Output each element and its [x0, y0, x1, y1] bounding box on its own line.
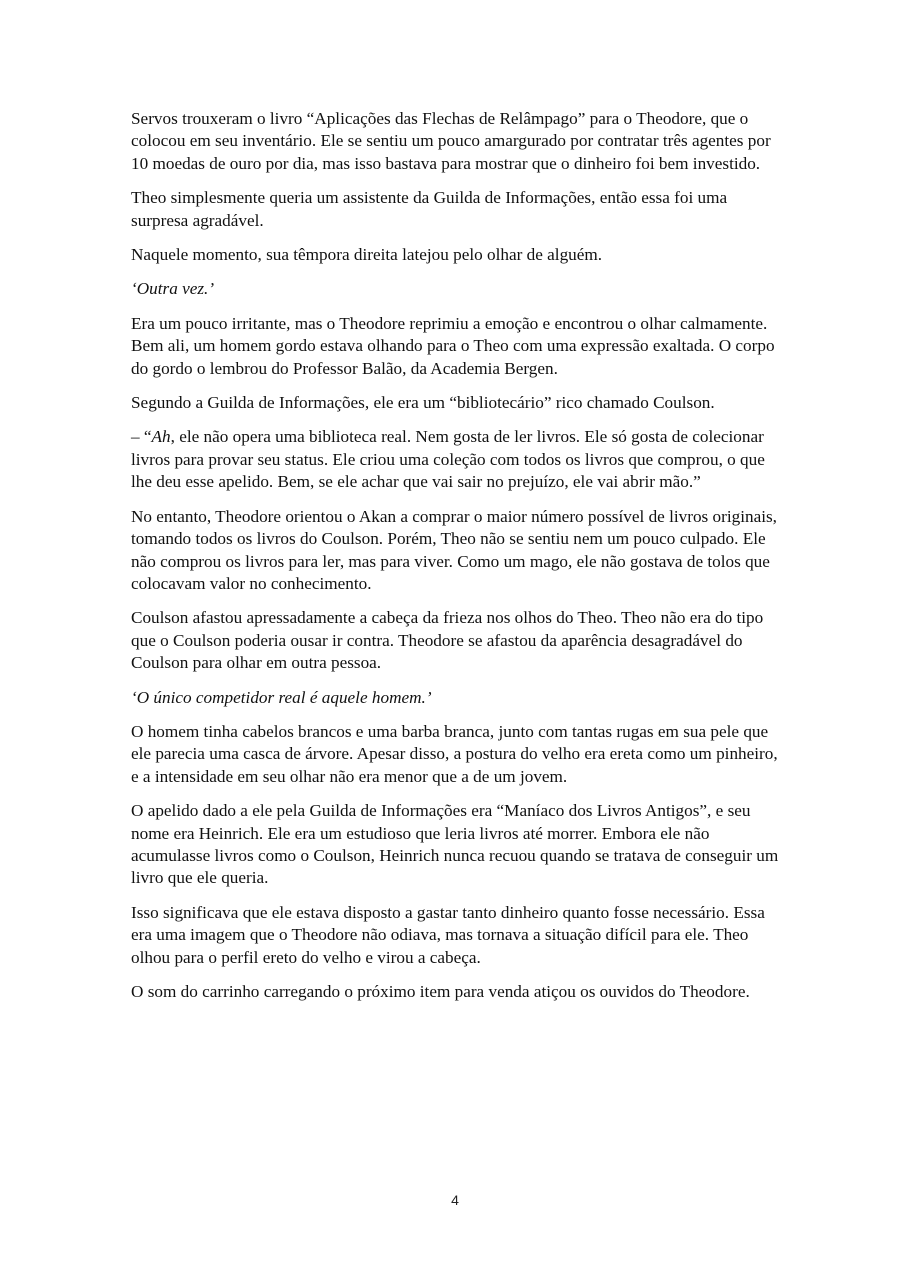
paragraph-14: O som do carrinho carregando o próximo item para venda atiçou os ouvidos do Theodore. — [131, 982, 750, 1001]
page-body — [131, 108, 781, 1015]
paragraph-11: O homem tinha cabelos brancos e uma barba branca, junto com tantas rugas em sua pele que ele parecia uma casca de árvore. Apesar disso, a postura do velho era ereta como um pinheiro, e a intensidade em seu olhar não era menor que a de um jovem. — [131, 721, 778, 786]
dialogue-rest: , ele não opera uma biblioteca real. Nem gosta de ler livros. Ele só gosta de colecionar livros para provar seu status. Ele criou uma coleção com todos os livros que comprou, o que lhe deu esse apelido. Bem, se ele achar que vai sair no prejuízo, ele vai abrir mão.” — [131, 427, 765, 492]
paragraph-4-thought: ‘Outra vez.’ — [131, 279, 215, 299]
paragraph-9: Coulson afastou apressadamente a cabeça da frieza nos olhos do Theo. Theo não era do tipo que o Coulson poderia ousar ir contra. Theodore se afastou da aparência desagradável do Coulson para olhar em outra pessoa. — [131, 608, 764, 673]
page-number: 4 — [451, 1192, 459, 1208]
paragraph-3: Naquele momento, sua têmpora direita latejou pelo olhar de alguém. — [131, 245, 603, 265]
dialogue-emphasis: Ah — [151, 427, 171, 447]
paragraph-1: Servos trouxeram o livro “Aplicações das Flechas de Relâmpago” para o Theodore, que o colocou em seu inventário. Ele se sentiu um pouco amargurado por contratar três agentes por 10 moedas de ouro por dia, mas isso bastava para mostrar que o dinheiro foi bem investido. — [131, 109, 771, 173]
paragraph-10-thought: ‘O único competidor real é aquele homem.’ — [131, 687, 432, 707]
paragraph-2: Theo simplesmente queria um assistente da Guilda de Informações, então essa foi uma surpresa agradável. — [131, 188, 728, 230]
paragraph-12: O apelido dado a ele pela Guilda de Informações era “Maníaco dos Livros Antigos”, e seu nome era Heinrich. Ele era um estudioso que leria livros até morrer. Embora ele não acumulasse livros como o Coulson, Heinrich nunca recuou quando se tratava de conseguir um livro que ele queria. — [131, 801, 779, 888]
paragraph-7-dialogue — [131, 426, 781, 493]
paragraph-13: Isso significava que ele estava disposto a gastar tanto dinheiro quanto fosse necessário. Essa era uma imagem que o Theodore não odiava, mas tornava a situação difícil para ele. Theo olhou para o perfil ereto do velho e virou a cabeça. — [131, 902, 765, 967]
paragraph-5: Era um pouco irritante, mas o Theodore reprimiu a emoção e encontrou o olhar calmamente. Bem ali, um homem gordo estava olhando para o Theo com uma expressão exaltada. O corpo do gordo o lembrou do Professor Balão, da Academia Bergen. — [131, 313, 775, 378]
paragraph-8: No entanto, Theodore orientou o Akan a comprar o maior número possível de livros originais, tomando todos os livros do Coulson. Porém, Theo não se sentiu nem um pouco culpado. Ele não comprou os livros para ler, mas para viver. Como um mago, ele não gostava de tolos que colocavam valor no conhecimento. — [131, 506, 777, 593]
paragraph-6: Segundo a Guilda de Informações, ele era um “bibliotecário” rico chamado Coulson. — [131, 393, 715, 413]
dialogue-prefix: – “ — [131, 427, 152, 447]
